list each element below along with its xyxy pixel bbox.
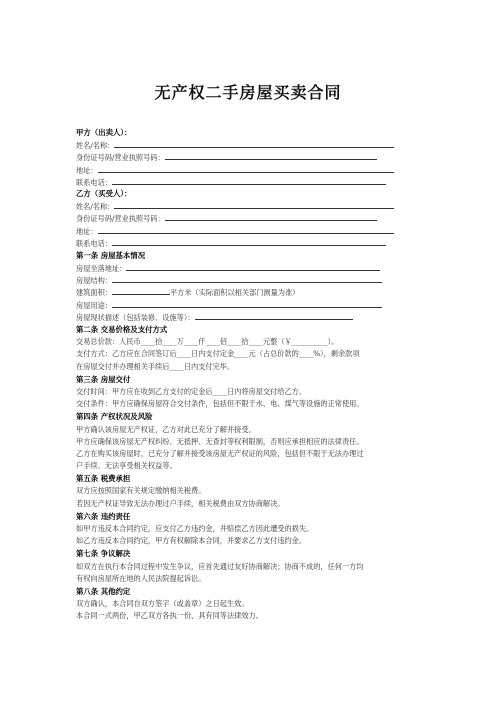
- party-b-id-blank[interactable]: [165, 212, 377, 221]
- area-label: 建筑面积：: [76, 288, 112, 298]
- party-b-address-label: 地址：: [76, 226, 98, 236]
- property-rights-line-2: 甲方应确保该房屋无产权纠纷、无抵押、无查封等权利限制，否则应承担相应的法律责任。: [76, 436, 364, 446]
- section-6-heading: 第六条 违约责任: [76, 511, 131, 521]
- party-a-heading: 甲方（出卖人）：: [76, 128, 132, 137]
- property-rights-line-3: 乙方在购买该房屋时，已充分了解并接受该房屋无产权证的风险，包括但不限于无法办理过: [76, 448, 364, 458]
- party-a-address-blank[interactable]: [98, 164, 394, 173]
- status-blank[interactable]: [195, 311, 353, 320]
- usage-row: [76, 299, 404, 311]
- party-a-address-label: 地址：: [76, 165, 98, 175]
- structure-blank[interactable]: [112, 274, 382, 283]
- party-a-name-row: [76, 139, 404, 151]
- section-4-heading: 第四条 产权状况及风险: [76, 412, 153, 422]
- party-b-phone-blank[interactable]: [112, 237, 386, 246]
- party-b-heading: 乙方（买受人）：: [76, 188, 132, 198]
- area-row: [76, 286, 404, 298]
- usage-label: 房屋用途：: [76, 300, 112, 310]
- section-8-heading: 第八条 其他约定: [76, 586, 131, 596]
- party-b-name-label: 姓名/名称：: [76, 202, 115, 212]
- breach-line-2: 如乙方违反本合同约定，甲方有权解除本合同，并要求乙方支付违约金。: [76, 536, 307, 546]
- party-a-name-blank[interactable]: [114, 139, 394, 148]
- structure-label: 房屋结构：: [76, 276, 112, 286]
- property-rights-line-4: 户手续、无法享受相关权益等。: [76, 461, 177, 471]
- party-b-id-label: 身份证号码/营业执照号码：: [76, 214, 165, 224]
- party-b-name-blank[interactable]: [114, 200, 394, 209]
- other-terms-line-1: 双方确认，本合同自双方签字（或盖章）之日起生效。: [76, 599, 249, 609]
- tax-line-1: 双方应按照国家有关规定缴纳相关税费。: [76, 486, 206, 496]
- delivery-time-line: 交付时间：甲方应在收到乙方支付的定金后____日内将房屋交付给乙方。: [76, 386, 307, 396]
- party-a-address-row: [76, 164, 404, 176]
- contract-body: [76, 127, 404, 623]
- section-7-heading: 第七条 争议解决: [76, 549, 131, 559]
- section-5-heading: 第五条 税费承担: [76, 474, 131, 484]
- party-a-name-label: 姓名/名称：: [76, 141, 115, 151]
- delivery-condition-line: 交付条件：甲方应确保房屋符合交付条件，包括但不限于水、电、煤气等设施的正常使用。: [76, 399, 364, 409]
- location-blank[interactable]: [126, 262, 380, 271]
- party-a-id-row: [76, 151, 404, 163]
- section-1-heading: 第一条 房屋基本情况: [76, 250, 146, 260]
- breach-line-1: 如甲方违反本合同约定，应支付乙方违约金，并赔偿乙方因此遭受的损失。: [76, 524, 314, 533]
- party-a-phone-blank[interactable]: [112, 176, 386, 185]
- party-a-phone-row: [76, 176, 404, 188]
- party-a-id-label: 身份证号码/营业执照号码：: [76, 153, 165, 163]
- status-label: 房屋现状描述（包括装修、设施等）：: [76, 312, 195, 322]
- section-3-heading: 第三条 房屋交付: [76, 374, 131, 384]
- area-blank[interactable]: [112, 286, 170, 295]
- party-b-address-row: [76, 225, 404, 237]
- party-a-phone-label: 联系电话：: [76, 177, 112, 187]
- dispute-line-1: 如双方在执行本合同过程中发生争议，应首先通过友好协商解决；协商不成的，任何一方均: [76, 561, 364, 571]
- party-a-id-blank[interactable]: [165, 151, 377, 160]
- payment-line-2: 在房屋交付并办理相关手续后____日内支付完毕。: [76, 361, 235, 371]
- dispute-line-2: 有权向房屋所在地的人民法院提起诉讼。: [76, 573, 206, 583]
- payment-line-1: 支付方式：乙方应在合同签订后____日内支付定金____元（占总价款的____%），剩余款项: [76, 349, 360, 359]
- document-title: 无产权二手房屋买卖合同: [154, 83, 342, 102]
- other-terms-line-2: 本合同一式两份，甲乙双方各执一份，具有同等法律效力。: [76, 611, 263, 621]
- usage-blank[interactable]: [112, 299, 382, 308]
- section-2-heading: 第二条 交易价格及支付方式: [76, 325, 168, 334]
- party-b-address-blank[interactable]: [98, 225, 394, 234]
- location-label: 房屋坐落地址：: [76, 264, 127, 274]
- structure-row: [76, 274, 404, 286]
- party-b-name-row: [76, 200, 404, 212]
- price-line: 交易总价款：人民币____拾____万____仟____佰____拾____元整（￥__________）。: [76, 337, 339, 347]
- party-b-id-row: [76, 212, 404, 224]
- party-b-phone-row: [76, 237, 404, 249]
- status-row: [76, 311, 404, 323]
- party-b-phone-label: 联系电话：: [76, 238, 112, 248]
- area-unit: 平方米（实际面积以相关部门测量为准）: [169, 288, 300, 298]
- location-row: [76, 262, 404, 274]
- tax-line-2: 若因无产权证导致无法办理过户手续，相关税费由双方协商解决。: [76, 498, 285, 508]
- property-rights-line-1: 甲方确认该房屋无产权证，乙方对此已充分了解并接受。: [76, 424, 256, 434]
